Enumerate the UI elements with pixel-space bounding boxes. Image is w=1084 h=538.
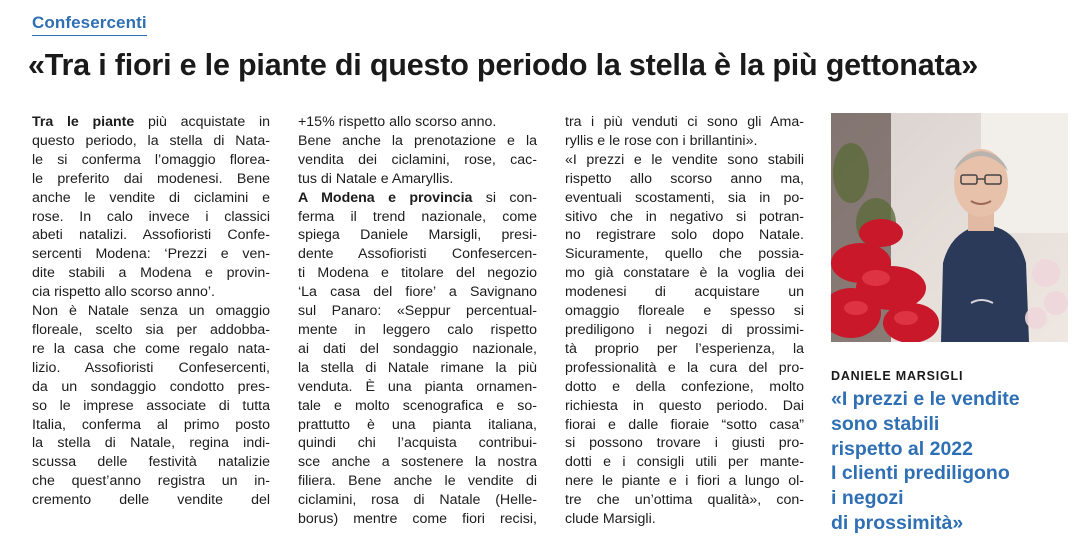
article-text: vendita dei ciclamini, rose, cac- [298,151,537,168]
article-text: lizio. Assofioristi Confesercenti, [32,359,270,376]
photo [831,113,1068,342]
article-text: borus) mentre come fiori recisi, [298,511,537,528]
article-line [565,302,804,321]
article-line [565,208,804,227]
article-text: mo già constatare è la voglia dei [565,265,804,282]
article-line [298,264,537,283]
article-text: si con- [472,189,537,206]
article-line [565,359,804,378]
article-text: omaggio floreale e spesso si [565,303,804,320]
article-text: tus di Natale e Amaryllis. [298,170,454,187]
article-line [32,132,270,151]
article-text: Non è Natale senza un omaggio [32,303,270,320]
article-line [565,264,804,283]
article-text: ai dati del sondaggio nazionale, [298,340,537,357]
article-text: si possono trovare i giusti pro- [565,435,804,452]
article-line [565,189,804,208]
article-line [565,321,804,340]
article-text: più acquistate in [134,114,270,130]
article-column-3 [565,113,804,529]
article-text: prattutto è una pianta italiana, [298,416,537,433]
pull-quote-line: I clienti prediligono [831,462,1010,485]
article-line [298,283,537,302]
article-text: re la casa che come regalo nata- [32,340,270,357]
article-text: rispetto allo scorso anno ma, [565,170,804,187]
photo-caption: DANIELE MARSIGLI [831,369,964,383]
article-text: richiesta in questo periodo. Dai [565,397,804,414]
article-text: scussa delle festività natalizie [32,454,270,471]
article-text: che quest’anno registra un in- [32,473,270,490]
article-line [565,151,804,170]
article-text: fiorai e dalle fioraie “sotto casa” [565,416,804,433]
article-line [32,453,270,472]
article-line [32,397,270,416]
article-line [298,510,537,529]
lead-in-bold: Tra le piante [32,114,135,130]
article-text: prediligono i negozi di prossimi- [565,321,804,338]
article-text: cremento delle vendite del [32,492,270,509]
article-line [565,245,804,264]
article-text: quindi chi l’acquista contribui- [298,435,537,452]
article-column-1 [32,113,270,510]
article-text: tale e molto scenografica e so- [298,397,537,414]
article-text: le preferito dai modenesi. Bene [32,170,270,187]
article-text: ‘La casa del fiore’ a Savignano [298,284,537,301]
article-line [32,189,270,208]
article-text: tra i più venduti ci sono gli Ama- [565,114,804,130]
article-column-2 [298,113,537,529]
article-text: la stella di Natale rimane la più [298,359,537,376]
article-line [565,397,804,416]
article-line [298,245,537,264]
article-text: ti Modena e titolare del negozio [298,265,537,282]
pull-quote-line: sono stabili [831,412,940,435]
article-line [298,359,537,378]
article-line [565,226,804,245]
article-line [32,472,270,491]
article-line [298,113,537,132]
article-line [565,170,804,189]
lead-in-bold: A Modena e provincia [298,189,473,206]
article-line [565,283,804,302]
article-line [298,132,537,151]
article-text: tre che un’ottima qualità», con- [565,492,804,509]
article-line [565,132,804,151]
article-text: no registrare solo dopo Natale. [565,227,804,244]
article-line [32,226,270,245]
article-line [32,208,270,227]
article-line [32,170,270,189]
article-text: dente Assofioristi Confesercen- [298,246,537,263]
article-line [32,434,270,453]
article-text: nere le piante e i fiori a lungo ol- [565,473,804,490]
article-line [298,491,537,510]
portrait-photo-illustration [831,113,1068,342]
article-line [32,340,270,359]
article-text: ferma il trend nazionale, come [298,208,537,225]
section-kicker: Confesercenti [32,13,147,36]
article-line [298,340,537,359]
article-text: filiera. Bene anche le vendite di [298,473,537,490]
article-line [32,151,270,170]
article-line [298,208,537,227]
article-line [565,510,804,529]
article-text: eventuali scostamenti, sia in po- [565,189,804,206]
article-text: cia rispetto allo scorso anno’. [32,284,215,301]
article-line [565,491,804,510]
article-line [32,283,270,302]
article-line [298,397,537,416]
article-line [32,359,270,378]
article-text: la stella di Natale, regina indi- [32,435,270,452]
article-line [298,170,537,189]
article-text: tà proprio per l’esperienza, la [565,340,804,357]
article-text: anche le vendite di ciclamini e [32,189,270,206]
article-line [298,189,537,208]
article-text: da un sondaggio condotto pres- [32,378,270,395]
article-text: Italia, conferma al primo posto [32,416,270,433]
article-line [298,453,537,472]
article-line [298,434,537,453]
article-text: le si conferma l’omaggio floreа- [32,151,270,168]
article-line [32,113,270,132]
article-text: mente in leggero calo rispetto [298,321,537,338]
article-text: abeti natalizi. Assofioristi Confe- [32,227,270,244]
article-line [32,378,270,397]
article-text: sul Panaro: «Seppur percentual- [298,303,537,320]
pull-quote-line: rispetto al 2022 [831,437,973,460]
article-line [565,378,804,397]
article-line [298,226,537,245]
article-text: +15% rispetto allo scorso anno. [298,114,497,130]
article-text: questo periodo, la stella di Nata- [32,132,270,149]
article-line [298,378,537,397]
article-line [298,416,537,435]
article-line [298,472,537,491]
article-text: sercenti Modena: ‘Prezzi e ven- [32,246,270,263]
article-text: ryllis e le rose con i brillantini». [565,132,758,149]
article-line [32,491,270,510]
article-line [565,340,804,359]
article-text: dotti e i consigli utili per mante- [565,454,804,471]
pull-quote [831,387,1076,536]
article-text: rose. In calo invece i classici [32,208,270,225]
article-line [298,302,537,321]
article-text: floreale, scelto sia per addobba- [32,321,270,338]
article-text: dite stabili a Modena e provin- [32,265,270,282]
article-text: sce anche a sostenere la nostra [298,454,537,471]
pull-quote-line: «I prezzi e le vendite [831,388,1020,410]
headline: «Tra i fiori e le piante di questo periodo la stella è la più gettonata» [28,48,978,82]
pull-quote-line: i negozi [831,487,904,510]
article-text: professionalità e la cura del pro- [565,359,804,376]
article-line [298,151,537,170]
article-line [32,416,270,435]
article-line [565,472,804,491]
article-text: modenesi di acquistare un [565,284,804,301]
article-line [298,321,537,340]
article-line [565,416,804,435]
article-text: venduta. È una pianta ornamen- [298,378,537,395]
article-line [32,245,270,264]
article-text: Sicuramente, quello che possia- [565,246,804,263]
article-text: Bene anche la prenotazione e la [298,132,537,149]
article-line [565,453,804,472]
article-text: clude Marsigli. [565,511,656,528]
article-text: ciclamini, rosa di Natale (Helle- [298,492,537,509]
article-text: so le imprese associate di tutta [32,397,270,414]
article-text: dotto e della confezione, molto [565,378,804,395]
pull-quote-line: di prossimità» [831,511,964,534]
article-line [565,434,804,453]
article-text: spiega Daniele Marsigli, presi- [298,227,537,244]
article-text: sitivo che in negativo si potran- [565,208,804,225]
article-line [565,113,804,132]
article-line [32,264,270,283]
article-line [32,321,270,340]
article-text: «I prezzi e le vendite sono stabili [565,151,804,168]
article-line [32,302,270,321]
